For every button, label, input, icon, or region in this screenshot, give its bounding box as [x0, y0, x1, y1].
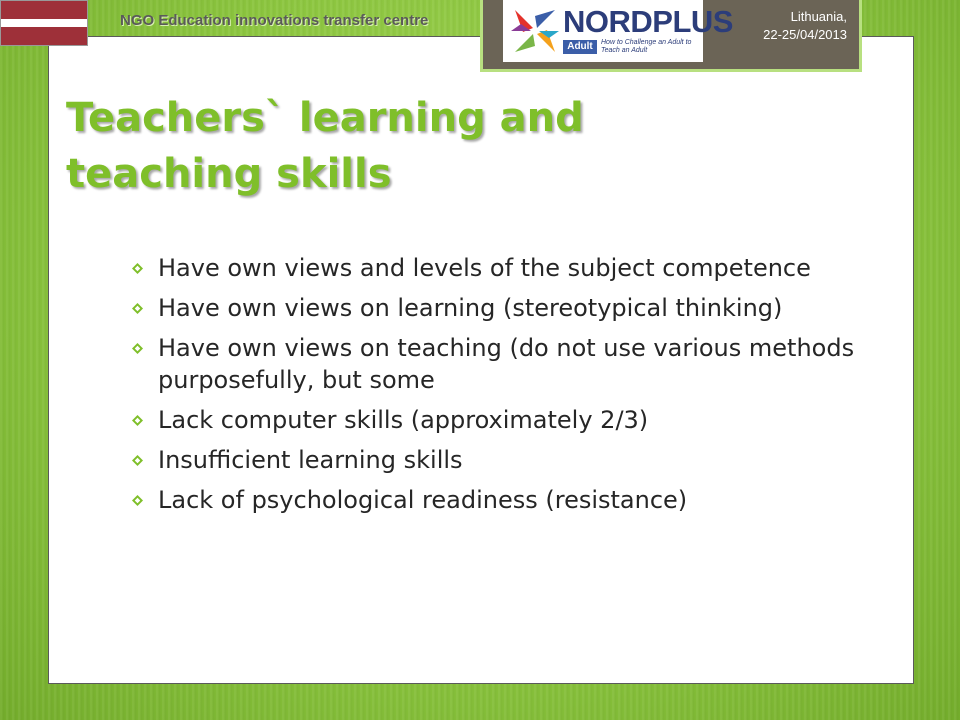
logo-adult-badge: Adult: [563, 40, 597, 54]
diamond-bullet-icon: [132, 415, 143, 426]
diamond-bullet-icon: [132, 343, 143, 354]
diamond-bullet-icon: [132, 263, 143, 274]
bullet-item: [132, 484, 912, 516]
bullet-text: Have own views and levels of the subject competence: [158, 254, 811, 282]
logo-tagline: How to Challenge an Adult to Teach an Adult: [601, 39, 692, 54]
organization-name: NGO Education innovations transfer centre: [120, 12, 429, 29]
diamond-bullet-icon: [132, 303, 143, 314]
event-location-date: [737, 8, 847, 44]
diamond-bullet-icon: [132, 495, 143, 506]
latvia-flag-icon: [0, 0, 88, 46]
slide-title-line-1: Teachers` learning and: [66, 95, 584, 141]
event-dates: 22-25/04/2013: [763, 27, 847, 42]
slide-title: [66, 90, 584, 202]
nordplus-logo: [503, 0, 733, 62]
bullet-text: Have own views on learning (stereotypical thinking): [158, 294, 783, 322]
bullet-text: Lack computer skills (approximately 2/3): [158, 406, 649, 434]
bullet-item: [132, 252, 912, 284]
nordplus-wordmark: NORDPLUS: [563, 4, 733, 39]
nordplus-pinwheel-icon: [509, 6, 561, 56]
diamond-bullet-icon: [132, 455, 143, 466]
bullet-item: [132, 332, 912, 396]
bullet-text: Insufficient learning skills: [158, 446, 463, 474]
bullet-item: [132, 404, 912, 436]
event-location: Lithuania,: [790, 9, 847, 24]
slide-title-line-2: teaching skills: [66, 151, 392, 197]
bullet-text: Have own views on teaching (do not use various methods purposefully, but some: [158, 334, 855, 394]
bullet-item: [132, 292, 912, 324]
bullet-list: [132, 252, 912, 524]
logo-frame: [480, 0, 862, 72]
bullet-text: Lack of psychological readiness (resistance): [158, 486, 688, 514]
bullet-item: [132, 444, 912, 476]
